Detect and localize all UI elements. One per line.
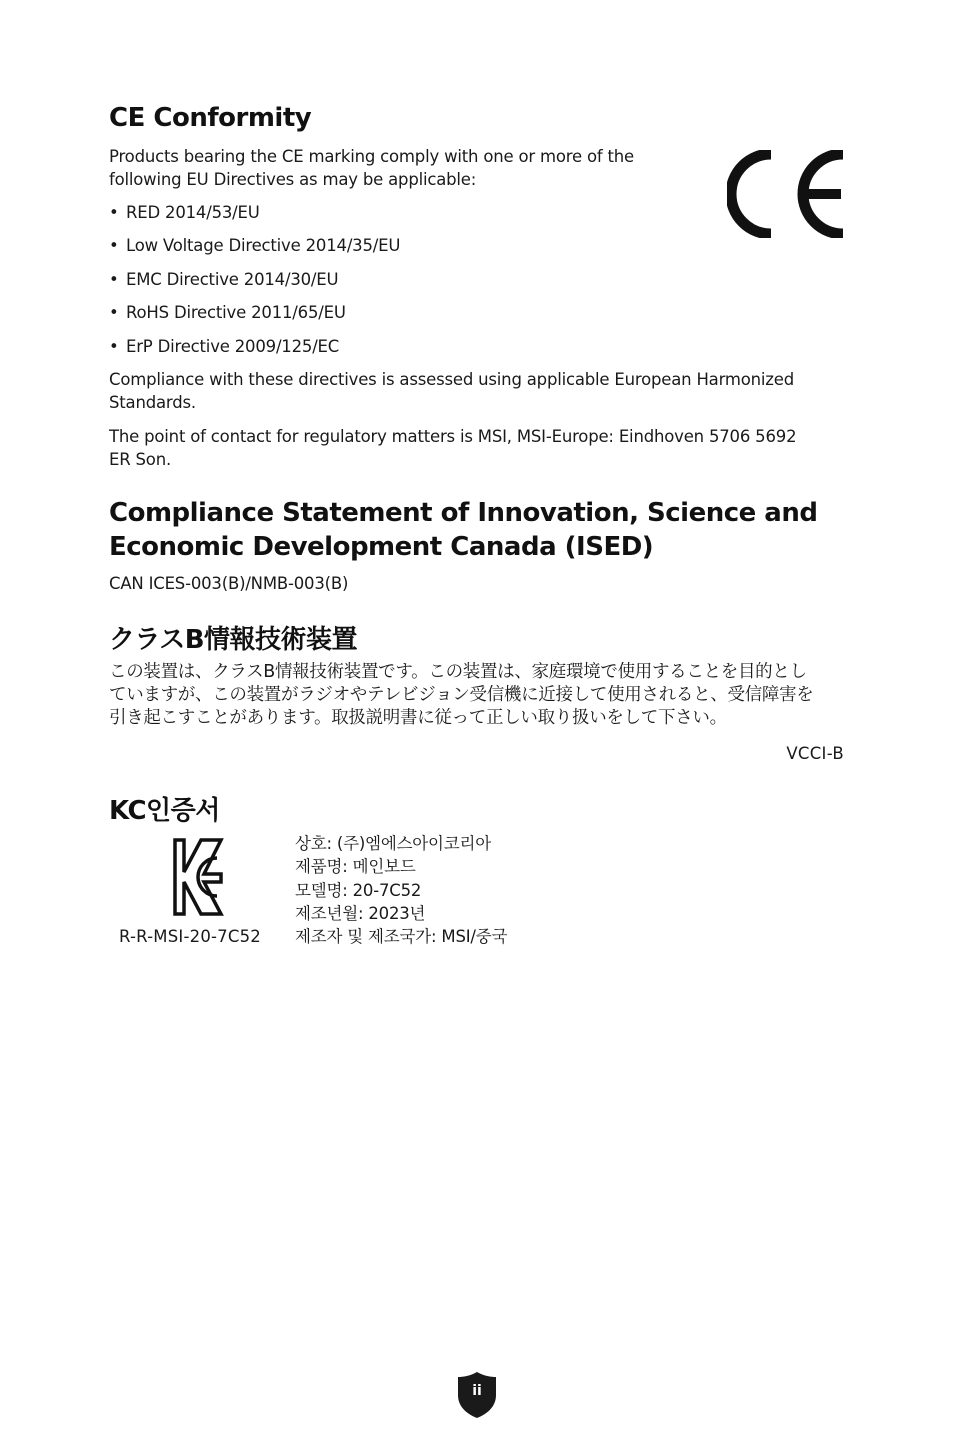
page-number: ii bbox=[472, 1383, 482, 1399]
bullet-icon: • bbox=[109, 236, 119, 256]
ised-heading-line: Economic Development Canada (ISED) bbox=[109, 532, 654, 562]
ised-heading bbox=[109, 496, 869, 564]
ce-contact-line: ER Son. bbox=[109, 450, 172, 469]
kc-info-line: 제품명: 메인보드 bbox=[295, 857, 416, 877]
kc-info-line: 제조자 및 제조국가: MSI/중국 bbox=[295, 927, 508, 947]
ised-heading-line: Compliance Statement of Innovation, Science and bbox=[109, 498, 818, 528]
bullet-icon: • bbox=[109, 303, 119, 323]
list-item bbox=[109, 335, 400, 368]
bullet-icon: • bbox=[109, 336, 119, 356]
list-item bbox=[109, 201, 400, 234]
ce-compliance-line: Compliance with these directives is assessed using applicable European Harmonized bbox=[109, 370, 794, 389]
list-item bbox=[109, 268, 400, 301]
kc-heading: KC인증서 bbox=[109, 796, 220, 826]
ce-intro-line: Products bearing the CE marking comply with one or more of the bbox=[109, 147, 635, 166]
ce-directives-list bbox=[109, 201, 400, 368]
ce-mark-icon bbox=[727, 150, 847, 238]
list-item bbox=[109, 301, 400, 334]
directive-text: ErP Directive 2009/125/EC bbox=[126, 336, 340, 356]
vcci-code: VCCI-B bbox=[786, 744, 844, 763]
bullet-icon: • bbox=[109, 269, 119, 289]
vcci-heading: クラスB情報技術装置 bbox=[109, 625, 358, 655]
directive-text: RoHS Directive 2011/65/EU bbox=[126, 303, 346, 323]
ce-conformity-heading: CE Conformity bbox=[109, 103, 312, 133]
kc-info-line: 상호: (주)엠에스아이코리아 bbox=[295, 834, 492, 853]
ce-contact-line: The point of contact for regulatory matters is MSI, MSI-Europe: Eindhoven 5706 5692 bbox=[109, 427, 797, 446]
vcci-paragraph bbox=[109, 661, 849, 730]
ised-code: CAN ICES-003(B)/NMB-003(B) bbox=[109, 574, 349, 593]
vcci-line: 引き起こすことがあります。取扱説明書に従って正しい取り扱いをして下さい。 bbox=[109, 708, 727, 728]
directive-text: EMC Directive 2014/30/EU bbox=[126, 269, 339, 289]
vcci-line: この装置は、クラスB情報技術装置です。この装置は、家庭環境で使用することを目的とし bbox=[109, 662, 807, 682]
ce-intro-paragraph bbox=[109, 145, 709, 191]
kc-info-line: 모델명: 20-7C52 bbox=[295, 880, 422, 900]
kc-mark-icon bbox=[171, 836, 225, 918]
ce-compliance-line: Standards. bbox=[109, 393, 196, 412]
kc-info-line: 제조년월: 2023년 bbox=[295, 903, 426, 923]
directive-text: Low Voltage Directive 2014/35/EU bbox=[126, 236, 401, 256]
ce-compliance-paragraph bbox=[109, 368, 849, 414]
bullet-icon: • bbox=[109, 203, 119, 222]
kc-registration-number: R-R-MSI-20-7C52 bbox=[119, 927, 261, 946]
directive-text: RED 2014/53/EU bbox=[126, 203, 260, 222]
list-item bbox=[109, 234, 400, 267]
ce-intro-line: following EU Directives as may be applicable: bbox=[109, 170, 477, 189]
ce-contact-paragraph bbox=[109, 425, 849, 471]
vcci-line: ていますが、この装置がラジオやテレビジョン受信機に近接して使用されると、受信障害を bbox=[109, 685, 814, 705]
kc-info-block bbox=[295, 832, 507, 948]
